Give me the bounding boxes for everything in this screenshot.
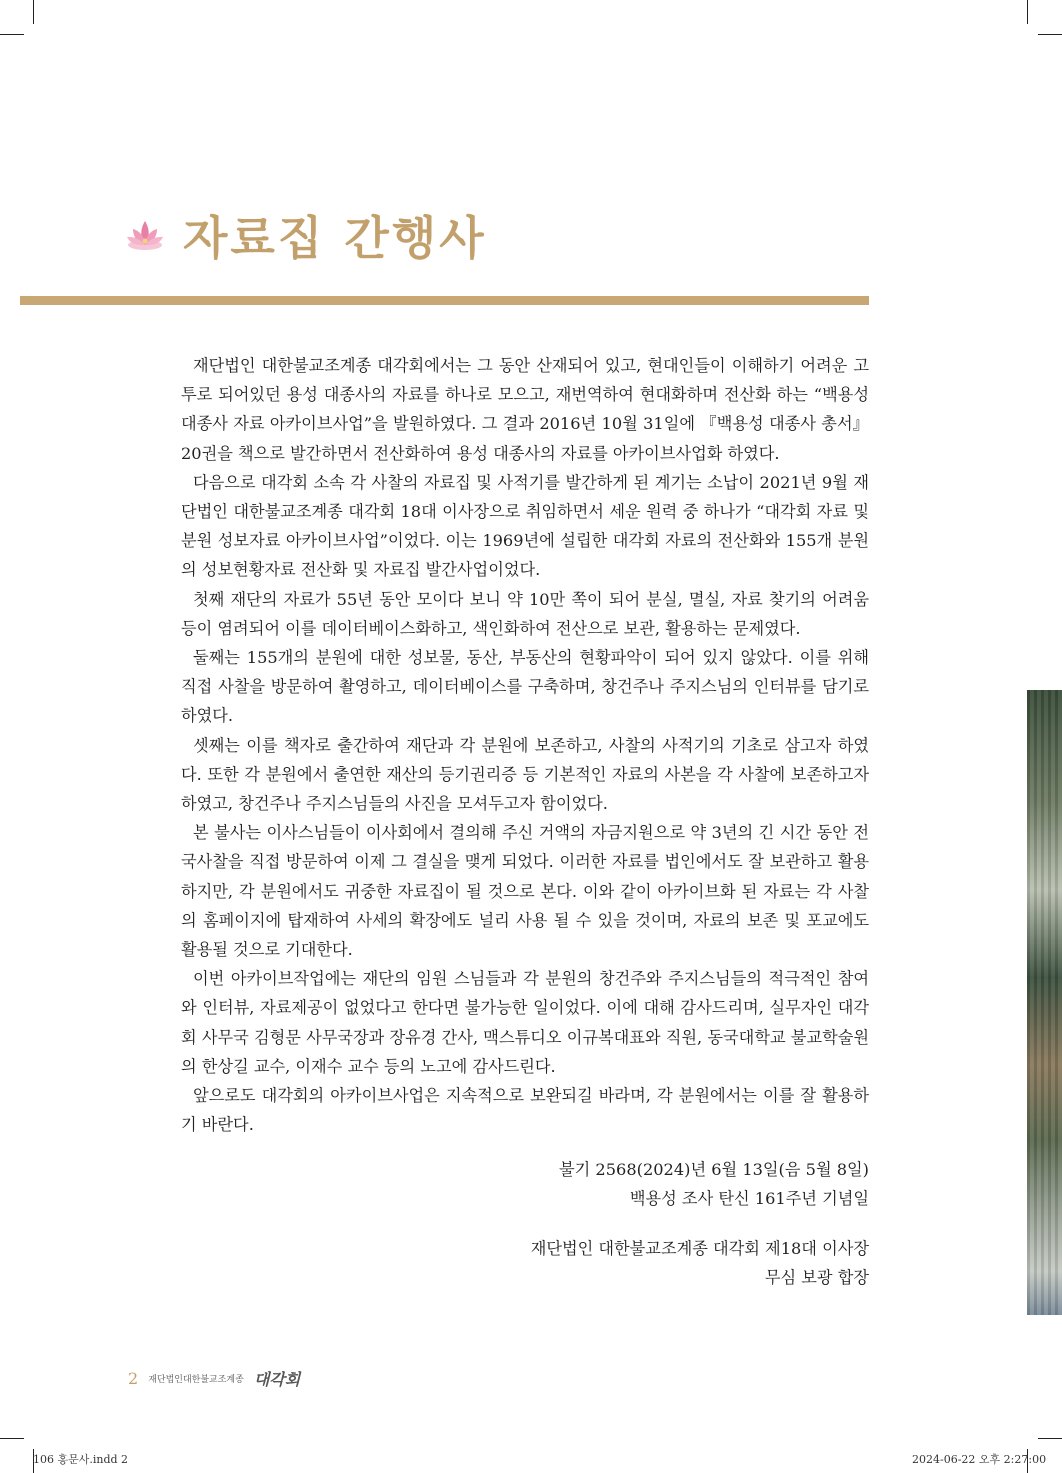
page-footer [128, 1367, 300, 1390]
signer-name: 무심 보광 합장 [764, 1268, 869, 1287]
print-slug-timestamp: 2024-06-22 오후 2:27:00 [912, 1453, 1047, 1466]
page-header [125, 200, 487, 270]
page-number: 2 [128, 1369, 139, 1388]
date-line: 불기 2568(2024)년 6월 13일(음 5월 8일) [559, 1160, 869, 1179]
crop-mark [0, 34, 24, 35]
crop-mark [1027, 0, 1028, 24]
footer-logo: 대각회 [253, 1370, 301, 1389]
paragraph: 재단법인 대한불교조계종 대각회에서는 그 동안 산재되어 있고, 현대인들이 이해하기 어려운 고투로 되어있던 용성 대종사의 자료를 하나로 모으고, 재번역하여 현대화하며 전산화 하는 “백용성 대종사 자료 아카이브사업”을 발원하였다. 그 결과 2016년 10월 31일에 『백용성 대종사 총서』 20권을 책으로 발간하면서 전산화하여 용성 대종사의 자료를 아카이브사업화 하였다. [181, 356, 869, 463]
paragraph: 앞으로도 대각회의 아카이브사업은 지속적으로 보완되길 바라며, 각 분원에서는 이를 잘 활용하기 바란다. [181, 1086, 869, 1135]
print-slug-file: 106 홍문사.indd 2 [33, 1453, 129, 1466]
paragraph: 둘째는 155개의 분원에 대한 성보물, 동산, 부동산의 현황파악이 되어 있지 않았다. 이를 위해 직접 사찰을 방문하여 촬영하고, 데이터베이스를 구축하며, 창건주나 주지스님의 인터뷰를 담기로 하였다. [181, 648, 869, 726]
side-photo [1027, 690, 1062, 1315]
paragraph: 이번 아카이브작업에는 재단의 임원 스님들과 각 분원의 창건주와 주지스님들의 적극적인 참여와 인터뷰, 자료제공이 없었다고 한다면 불가능한 일이었다. 이에 대해 감사드리며, 실무자인 대각회 사무국 김형문 사무국장과 장유경 간사, 맥스튜디오 이규복대표와 직원, 동국대학교 불교학술원의 한상길 교수, 이재수 교수 등의 노고에 감사드린다. [181, 969, 869, 1076]
crop-mark [33, 0, 34, 24]
signature-block [531, 1234, 869, 1292]
paragraph: 본 불사는 이사스님들이 이사회에서 결의해 주신 거액의 자금지원으로 약 3년의 긴 시간 동안 전국사찰을 직접 방문하여 이제 그 결실을 맺게 되었다. 이러한 자료를 법인에서도 잘 보관하고 활용하지만, 각 분원에서도 귀중한 자료집이 될 것으로 본다. 이와 같이 아카이브화 된 자료는 각 사찰의 홈페이지에 탑재하여 사세의 확장에도 널리 사용 될 수 있을 것이며, 자료의 보존 및 포교에도 활용될 것으로 기대한다. [181, 823, 869, 960]
paragraph: 다음으로 대각회 소속 각 사찰의 자료집 및 사적기를 발간하게 된 계기는 소납이 2021년 9월 재단법인 대한불교조계종 대각회 18대 이사장으로 취임하면서 세운 원력 중 하나가 “대각회 자료 및 분원 성보자료 아카이브사업”이었다. 이는 1969년에 설립한 대각회 자료의 전산화와 155개 분원의 성보현황자료 전산화 및 자료집 발간사업이었다. [181, 472, 869, 580]
paragraph: 셋째는 이를 책자로 출간하여 재단과 각 분원에 보존하고, 사찰의 사적기의 기초로 삼고자 하였다. 또한 각 분원에서 출연한 재산의 등기권리증 등 기본적인 자료의 사본을 각 사찰에 보존하고자 하였고, 창건주나 주지스님들의 사진을 모셔두고자 함이었다. [181, 735, 869, 814]
crop-mark [0, 1438, 24, 1439]
page-title: 자료집 간행사 [183, 211, 487, 265]
crop-mark [1038, 34, 1062, 35]
anniversary-line: 백용성 조사 탄신 161주년 기념일 [629, 1189, 869, 1208]
paragraph: 첫째 재단의 자료가 55년 동안 모이다 보니 약 10만 쪽이 되어 분실, 멸실, 자료 찾기의 어려움 등이 염려되어 이를 데이터베이스화하고, 색인화하여 전산으로 보관, 활용하는 문제였다. [181, 589, 869, 638]
crop-mark [1038, 1438, 1062, 1439]
date-block [559, 1155, 869, 1213]
lotus-icon [125, 215, 165, 255]
signer-org: 재단법인 대한불교조계종 대각회 제18대 이사장 [530, 1239, 869, 1258]
footer-org-name: 재단법인대한불교조계종 [148, 1375, 244, 1385]
body-text [181, 351, 869, 1139]
title-rule [20, 296, 869, 305]
